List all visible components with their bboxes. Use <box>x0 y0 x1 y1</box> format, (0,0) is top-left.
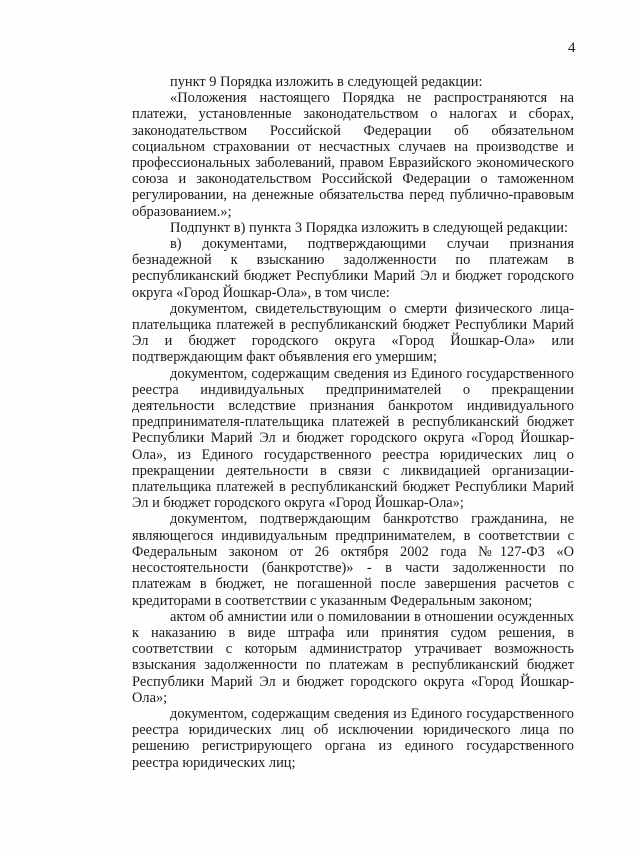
page-number: 4 <box>568 40 576 56</box>
paragraph: документом, содержащим сведения из Единого государственного реестра юридических лиц об исключении юридического лица по решению регистрирующего органа из единого государственного реестра юридических лиц; <box>132 705 574 771</box>
paragraph: документом, подтверждающим банкротство гражданина, не являющегося индивидуальным предпринимателем, в соответствии с Федеральным законом от 26 октября 2002 года №127-ФЗ «О несостоятельности (банкротстве)» - в части задолженности по платежам в бюджет, не погашенной после завершения расчетов с кредиторами в соответствии с указанным Федеральным законом; <box>132 511 574 609</box>
document-body <box>132 74 574 771</box>
paragraph: документом, свидетельствующим о смерти физического лица-плательщика платежей в республиканский бюджет Республики Марий Эл и бюджет городского округа «Город Йошкар-Ола» или подтверждающим факт объявления его умершим; <box>132 300 574 366</box>
paragraph: пункт 9 Порядка изложить в следующей редакции: <box>170 74 483 90</box>
paragraph: документом, содержащим сведения из Единого государственного реестра индивидуальных предпринимателей о прекращении деятельности вследствие признания банкротом индивидуального предпринимателя-плательщика платежей в республиканский бюджет Республики Марий Эл и бюджет городского округа «Город Йошкар-Ола», из Единого государственного реестра юридических лиц о прекращении деятельности в связи с ликвидацией организации- плательщика платежей в республиканский бюджет Республики Марий Эл и бюджет городского округа «Город Йошкар-Ола»; <box>132 365 574 512</box>
paragraph: в) документами, подтверждающими случаи признания безнадежной к взысканию задолженности по платежам в республиканский бюджет Республики Марий Эл и бюджет городского округа «Город Йошкар-Ола», в том числе: <box>132 236 574 301</box>
paragraph: «Положения настоящего Порядка не распространяются на платежи, установленные законодательством о налогах и сборах, законодательством Российской Федерации об обязательном социальном страховании от несчастных случаев на производстве и профессиональных заболеваний, правом Евразийского экономического союза и законодательством Российской Федерации о таможенном регулировании, на денежные обязательства перед публично-правовым образованием.»; <box>132 90 574 220</box>
paragraph: актом об амнистии или о помиловании в отношении осужденных к наказанию в виде штрафа или принятия судом решения, в соответствии с которым администратор утрачивает возможность взыскания задолженности по платежам в республиканский бюджет Республики Марий Эл и бюджет городского округа «Город Йошкар-Ола»; <box>132 608 574 706</box>
paragraph: Подпункт в) пункта 3 Порядка изложить в следующей редакции: <box>170 219 568 236</box>
